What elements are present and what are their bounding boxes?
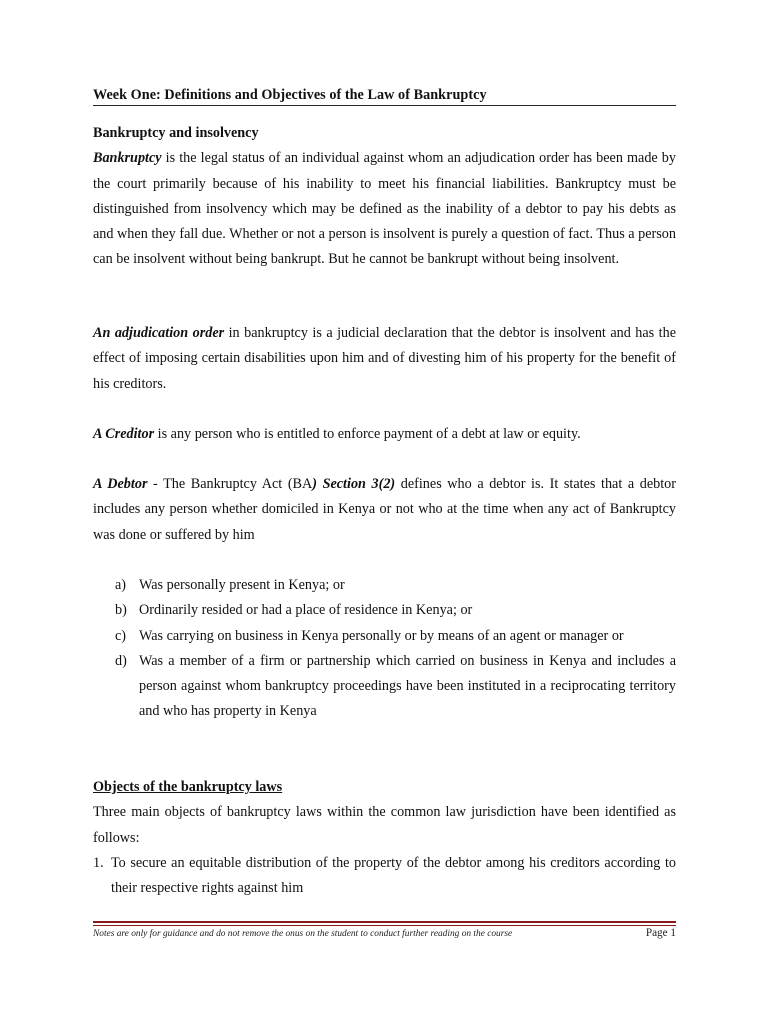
adjudication-paragraph	[93, 321, 676, 397]
page-header-title: Week One: Definitions and Objectives of the Law of Bankruptcy	[93, 87, 487, 103]
section-heading: Bankruptcy and insolvency	[93, 125, 259, 141]
list-marker: 1.	[93, 854, 104, 871]
list-marker: c)	[115, 627, 127, 644]
term-debtor: A Debtor	[93, 476, 148, 492]
list-item	[93, 649, 676, 725]
page-number: Page 1	[645, 927, 676, 939]
document-page	[93, 0, 676, 1024]
footer-divider	[93, 921, 676, 923]
header-divider	[93, 105, 676, 106]
list-item-text: Ordinarily resided or had a place of residence in Kenya; or	[139, 602, 473, 619]
debtor-section-ref: ) Section 3(2)	[312, 476, 396, 492]
list-marker: d)	[115, 652, 127, 669]
debtor-text-a: - The Bankruptcy Act (BA	[147, 476, 313, 492]
list-item-text: Was a member of a firm or partnership which carried on business in Kenya and includes a person against whom bankruptcy proceedings have been instituted in a reciprocating territory and who has property in Kenya	[139, 652, 676, 720]
list-item	[93, 851, 676, 902]
list-marker: a)	[115, 577, 127, 593]
adjudication-text: in bankruptcy is a judicial declaration that the debtor is insolvent and has the effect of imposing certain disabilities upon him and of divesting him of his property for the benefit of his creditors.	[93, 325, 676, 392]
list-marker: b)	[115, 602, 127, 619]
debtor-paragraph	[93, 472, 676, 548]
section-heading: Objects of the bankruptcy laws	[93, 779, 283, 795]
list-item	[93, 573, 676, 598]
term-bankruptcy: Bankruptcy	[93, 150, 162, 167]
debtor-text-b: defines who a debtor is. It states that a debtor includes any person whether domiciled in Kenya or not who at the time when any act of Bankruptcy was done or suffered by him	[93, 476, 676, 543]
creditor-paragraph	[93, 422, 676, 447]
term-creditor: A Creditor	[93, 426, 155, 442]
creditor-text: is any person who is entitled to enforce payment of a debt at law or equity.	[154, 426, 581, 442]
footer-note: Notes are only for guidance and do not remove the onus on the student to conduct further reading on the course	[93, 929, 513, 939]
bankruptcy-text: is the legal status of an individual against whom an adjudication order has been made by the court primarily because of his inability to meet his financial liabilities. Bankruptcy must be distinguished from insolvency which may be defined as the inability of a debtor to pay his debts as and when they fall due. Whether or not a person is insolvent is purely a question of fact. Thus a person can be insolvent without being bankrupt. But he cannot be bankrupt without being insolvent.	[93, 150, 676, 268]
list-item-text: Was personally present in Kenya; or	[139, 577, 345, 593]
section-objects	[93, 775, 676, 901]
objects-intro: Three main objects of bankruptcy laws within the common law jurisdiction have been identified as follows:	[93, 804, 676, 846]
bankruptcy-definition	[93, 146, 676, 272]
list-item-text: To secure an equitable distribution of the property of the debtor among his creditors according to their respective rights against him	[111, 854, 676, 897]
section-bankruptcy-insolvency	[93, 121, 676, 273]
footer-divider-thin	[93, 925, 676, 926]
debtor-conditions-list	[93, 573, 676, 725]
term-adjudication-order: An adjudication order	[93, 325, 225, 341]
list-item-text: Was carrying on business in Kenya personally or by means of an agent or manager or	[139, 627, 624, 644]
list-item	[93, 624, 676, 649]
list-item	[93, 598, 676, 623]
